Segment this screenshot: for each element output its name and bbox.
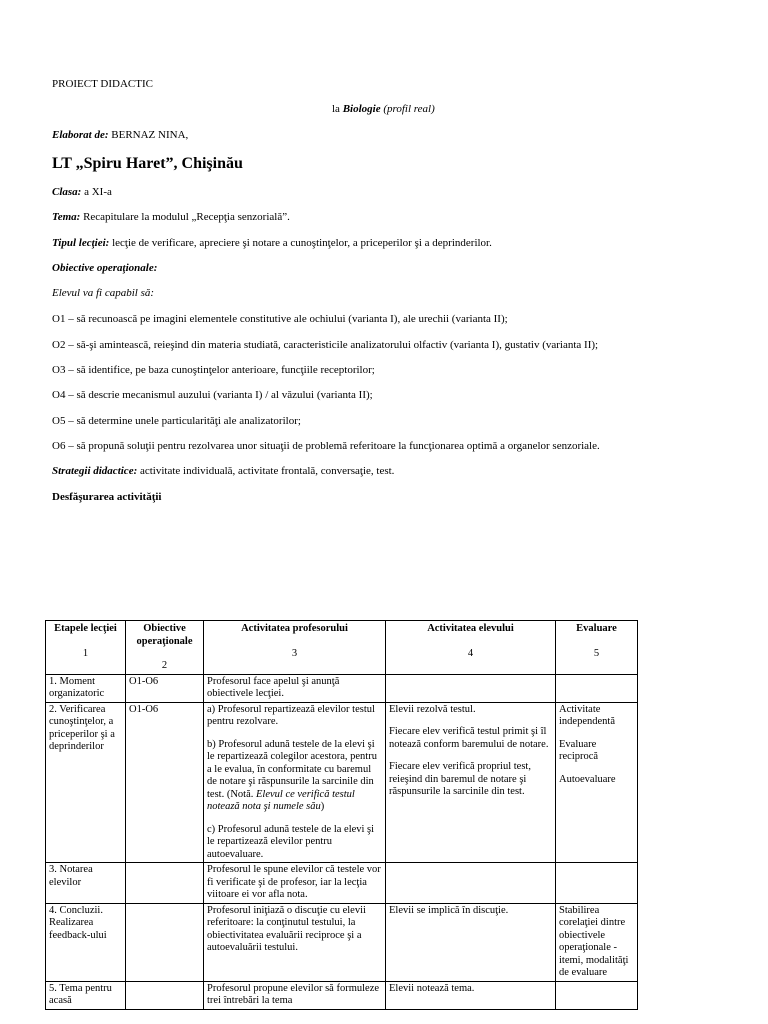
lesson-type-line <box>52 236 492 250</box>
evaluation-cell <box>556 981 638 1009</box>
subject-prefix: la <box>332 103 343 115</box>
theme-line <box>52 210 290 224</box>
class-label: Clasa: <box>52 186 82 198</box>
objectives-intro: Elevul va fi capabil să: <box>52 287 155 299</box>
table-row <box>46 674 638 702</box>
stage-cell: 5. Tema pentru acasă <box>46 981 126 1009</box>
table-row <box>46 903 638 981</box>
column-header: Obiective operaţionale 2 <box>126 621 204 675</box>
objectives-cell <box>126 981 204 1009</box>
student-cell <box>386 863 556 904</box>
strategies-value: activitate individuală, activitate frontală, conversaţie, test. <box>137 465 395 477</box>
doc-heading: PROIECT DIDACTIC <box>52 78 153 90</box>
column-header: Activitatea elevului 4 <box>386 621 556 675</box>
column-header: Etapele lecţiei 1 <box>46 621 126 675</box>
activity-heading: Desfăşurarea activităţii <box>52 491 162 503</box>
objective-item: O5 – să determine unele particularităţi ale analizatorilor; <box>52 415 301 427</box>
teacher-cell: Profesorul iniţiază o discuţie cu elevii referitoare: la conţinutul testului, la obiectivitatea evaluării reciproce şi a autoevaluării testului. <box>204 903 386 981</box>
class-line <box>52 185 112 199</box>
teacher-cell: Profesorul face apelul şi anunţă obiectivele lecţiei. <box>204 674 386 702</box>
teacher-cell: Profesorul le spune elevilor că testele vor fi verificate şi de profesor, iar la lecţia viitoare ei vor afla nota. <box>204 863 386 904</box>
author-name: BERNAZ NINA, <box>108 129 189 141</box>
theme-value: Recapitulare la modulul „Recepţia senzorială”. <box>80 211 290 223</box>
student-cell: Elevii se implică în discuţie. <box>386 903 556 981</box>
teacher-cell: Profesorul propune elevilor să formuleze trei întrebări la tema <box>204 981 386 1009</box>
column-header: Evaluare 5 <box>556 621 638 675</box>
author-label: Elaborat de: <box>52 129 109 141</box>
table-row <box>46 863 638 904</box>
stage-cell: 1. Moment organizatoric <box>46 674 126 702</box>
evaluation-cell <box>556 674 638 702</box>
evaluation-cell: Activitate independentă Evaluare reciprocă Autoevaluare <box>556 702 638 863</box>
column-header: Activitatea profesorului 3 <box>204 621 386 675</box>
strategies-line <box>52 464 394 478</box>
student-cell: Elevii notează tema. <box>386 981 556 1009</box>
table-header-row <box>46 621 638 675</box>
stage-cell: 2. Verificarea cunoştinţelor, a priceperilor şi a deprinderilor <box>46 702 126 863</box>
evaluation-cell: Stabilirea corelaţiei dintre obiectivele operaţionale - itemi, modalităţi de evaluare <box>556 903 638 981</box>
objective-item: O1 – să recunoască pe imagini elementele constitutive ale ochiului (varianta I), ale urechii (varianta II); <box>52 313 508 325</box>
objectives-cell <box>126 863 204 904</box>
class-value: a XI-a <box>81 186 112 198</box>
objectives-cell: O1-O6 <box>126 674 204 702</box>
objectives-cell: O1-O6 <box>126 702 204 863</box>
theme-label: Tema: <box>52 211 81 223</box>
author-line <box>52 128 188 142</box>
objectives-label: Obiective operaţionale: <box>52 262 158 274</box>
table-row <box>46 981 638 1009</box>
evaluation-cell <box>556 863 638 904</box>
lesson-type-label: Tipul lecţiei: <box>52 237 110 249</box>
lesson-type-value: lecţie de verificare, apreciere şi notare a cunoştinţelor, a priceperilor şi a deprinderilor. <box>109 237 492 249</box>
objective-item: O2 – să-şi amintească, reieşind din materia studiată, caracteristicile analizatorului olfactiv (varianta I), gustativ (varianta II); <box>52 339 599 351</box>
lesson-table <box>45 620 638 1010</box>
strategies-label: Strategii didactice: <box>52 465 138 477</box>
subject-note: (profil real) <box>380 103 435 115</box>
subject-name: Biologie <box>342 103 381 115</box>
student-cell <box>386 674 556 702</box>
subject-line <box>332 102 435 116</box>
stage-cell: 4. Concluzii. Realizarea feedback-ului <box>46 903 126 981</box>
teacher-cell: a) Profesorul repartizează elevilor testul pentru rezolvare. b) Profesorul adună testele de la elevi şi le repartizează colegilor acestora, pentru a le evalua, în conformitate cu baremul de notare şi răspunsurile la sarcinile din test. (Notă. Elevul ce verifică testul notează nota şi numele său) c) Profesorul adună testele de la elevi şi le repartizează elevilor pentru autoevaluare. <box>204 702 386 863</box>
school-name: LT „Spiru Haret”, Chişinău <box>52 155 243 172</box>
table-row <box>46 702 638 863</box>
objective-item: O4 – să descrie mecanismul auzului (varianta I) / al văzului (varianta II); <box>52 389 373 401</box>
objective-item: O3 – să identifice, pe baza cunoştinţelor anterioare, funcţiile receptorilor; <box>52 364 375 376</box>
objective-item: O6 – să propună soluţii pentru rezolvarea unor situaţii de problemă referitoare la funcţionarea optimă a organelor senzoriale. <box>52 440 600 452</box>
objectives-cell <box>126 903 204 981</box>
student-cell: Elevii rezolvă testul. Fiecare elev verifică testul primit şi îl notează conform baremului de notare. Fiecare elev verifică propriul test, reieşind din baremul de notare şi răspunsurile la sarcinile din test. <box>386 702 556 863</box>
stage-cell: 3. Notarea elevilor <box>46 863 126 904</box>
